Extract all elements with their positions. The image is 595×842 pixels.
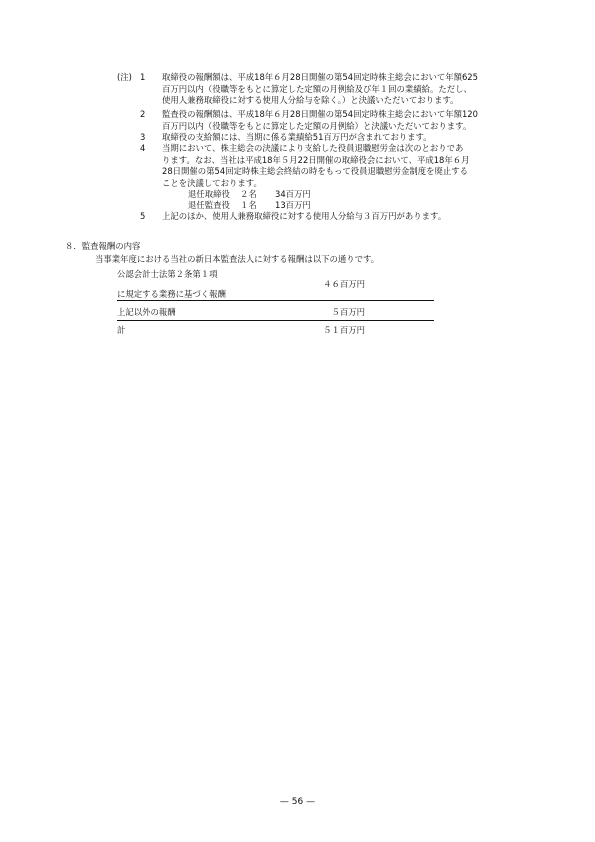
fee-amount: ５百万円 xyxy=(331,307,365,317)
fee-total-label: 計 xyxy=(117,325,126,335)
retirement-count: １名 xyxy=(240,200,257,210)
note-line: ります。なお、当社は平成18年５月22日開催の取締役会において、平成18年６月 xyxy=(162,154,470,165)
note-line: 上記のほか、使用人兼務取締役に対する使用人分給与３百万円があります。 xyxy=(162,211,447,221)
note-number: 5 xyxy=(140,211,146,221)
notes-label: (注) xyxy=(117,72,132,82)
fee-total-amount: ５１百万円 xyxy=(323,325,365,335)
fee-amount: ４６百万円 xyxy=(323,279,365,289)
fee-label: 公認会計士法第２条第１項 xyxy=(117,269,218,279)
fee-label: に規定する業務に基づく報酬 xyxy=(117,289,226,299)
section-title: ８．監査報酬の内容 xyxy=(65,241,141,251)
fee-label: 上記以外の報酬 xyxy=(117,307,176,317)
note-number: 2 xyxy=(140,109,146,119)
table-divider xyxy=(117,320,434,321)
retirement-amount: 13百万円 xyxy=(275,200,311,210)
note-line: ことを決議しております。 xyxy=(162,177,262,188)
table-divider xyxy=(117,300,434,301)
note-line: 取締役の支給額には、当期に係る業績給51百万円が含まれております。 xyxy=(162,132,432,142)
note-text xyxy=(162,72,537,107)
note-text xyxy=(162,143,537,189)
retirement-count: ２名 xyxy=(240,189,257,199)
note-line: 取締役の報酬額は、平成18年６月28日開催の第54回定時株主総会において年額625 xyxy=(162,72,478,82)
note-line: 監査役の報酬額は、平成18年６月28日開催の第54回定時株主総会において年額120 xyxy=(162,109,478,119)
note-text xyxy=(162,109,537,132)
page-number: — 56 — xyxy=(279,797,316,807)
retirement-title: 退任取締役 xyxy=(188,189,230,199)
audit-fee-table xyxy=(117,266,435,346)
note-number: 4 xyxy=(140,143,146,153)
note-line: 使用人兼務取締役に対する使用人分給与を除く。）と決議いただいております。 xyxy=(162,95,459,105)
note-line: 28日開催の第54回定時株主総会終結の時をもって役員退職慰労金制度を廃止する xyxy=(162,166,469,176)
note-line: 百万円以内（役職等をもとに算定した定額の月例給）と決議いただいております。 xyxy=(162,120,472,131)
retirement-title: 退任監査役 xyxy=(188,200,230,210)
note-text xyxy=(162,132,537,144)
note-line: 百万円以内（役職等をもとに算定した定額の月例給及び年１回の業績給。ただし、 xyxy=(162,83,472,94)
note-number: 3 xyxy=(140,132,146,142)
note-line: 当期において、株主総会の決議により支給した役員退職慰労金は次のとおりであ xyxy=(162,143,464,153)
note-text xyxy=(162,211,537,223)
section-intro: 当事業年度における当社の新日本監査法人に対する報酬は以下の通りです。 xyxy=(95,254,380,264)
note-number: 1 xyxy=(140,72,146,82)
retirement-amount: 34百万円 xyxy=(275,189,311,199)
